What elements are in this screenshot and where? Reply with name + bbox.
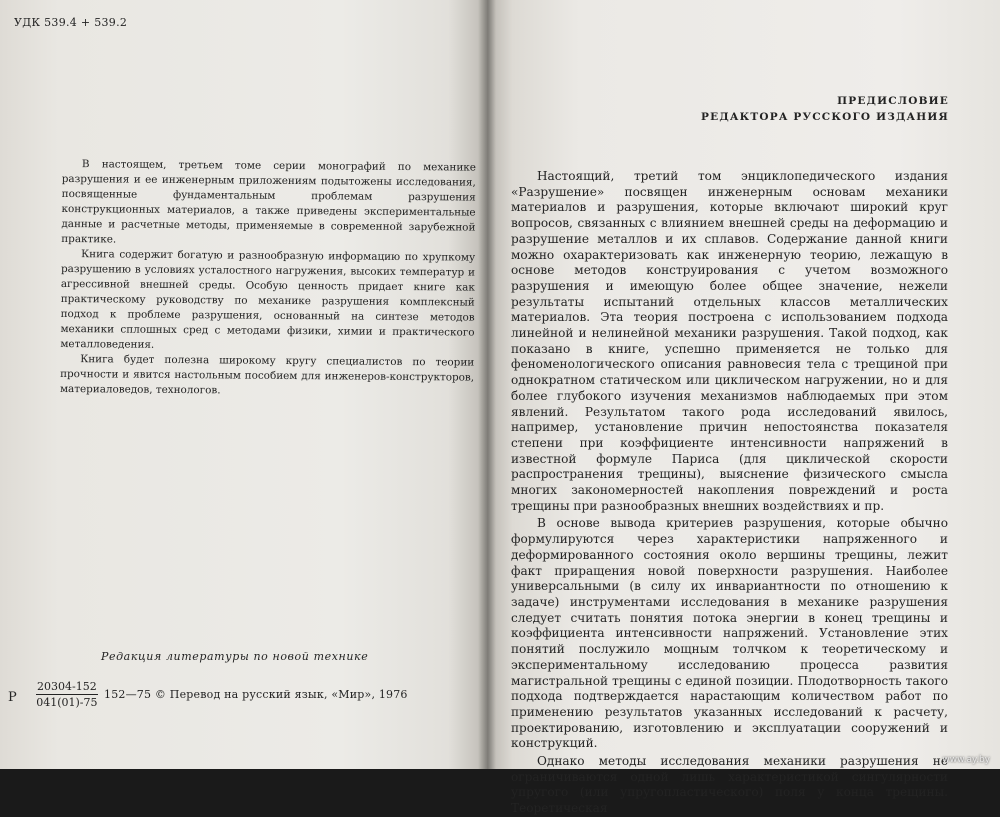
watermark: www.ay.by [942, 755, 990, 765]
udk-code: УДК 539.4 + 539.2 [14, 16, 128, 29]
imprint [8, 680, 478, 720]
imprint-numerator: 20304-152 [37, 680, 97, 693]
imprint-fraction [36, 680, 98, 709]
book-gutter-shadow [478, 0, 496, 769]
preface-heading-line2: РЕДАКТОРА РУССКОГО ИЗДАНИЯ [701, 111, 949, 123]
imprint-denominator: 041(01)-75 [36, 696, 98, 709]
imprint-letter: Р [8, 690, 17, 705]
preface-body [511, 169, 948, 817]
preface-paragraph: В основе вывода критериев разрушения, которые обычно формулируются через характеристики напряженного и деформированного состояния около вершины трещины, лежит факт приращения новой поверхности разрушения. Наиболее универсальными (в силу их инвариантности по отношению к задаче) инструментами исследования в механике разрушения следует считать понятия потока энергии в конец трещины и коэффициента интенсивности напряжений. Установление этих понятий послужило мощным толчком к теоретическому и экспериментальному исследованию процесса развития магистральной трещины с единой позиции. Плодотворность такого подхода подтверждается нарастающим количеством работ по применению результатов указанных исследований к расчету, проектированию, изготовлению и эксплуатации сооружений и конструкций. [511, 516, 948, 751]
annotation-paragraph: В настоящем, третьем томе серии монографий по механике разрушения и ее инженерным приложениям подытожены исследования, посвященные фундаментальным проблемам разрушения конструкционных материалов, а также приведены экспериментальные данные и расчетные методы, применяемые в современной зарубежной практике. [61, 158, 476, 246]
left-page [0, 0, 487, 769]
annotation [60, 157, 476, 401]
preface-paragraph: Настоящий, третий том энциклопедического издания «Разрушение» посвящен инженерным основам механики материалов и разрушения, которые включают широкий круг вопросов, связанных с влиянием внешней среды на деформацию и разрушение металлов и их сплавов. Содержание данной книги можно охарактеризовать как инженерную теорию, лежащую в основе методов конструирования с учетом возможного разрушения и имеющую более общее значение, нежели результаты испытаний отдельных классов металлических материалов. Эта теория построена с использованием подхода линейной и нелинейной механики разрушения. Такой подход, как показано в книге, успешно применяется не только для феноменологического описания равновесия тела с трещиной при однократном статическом или циклическом нагружении, но и для более глубокого изучения механизмов наблюдаемых при этом явлений. Результатом такого рода исследований явилось, например, установление причин непостоянства показателя степени при коэффициенте интенсивности напряжений в известной формуле Париса (для циклической скорости распространения трещины), выяснение физического смысла многих закономерностей накопления повреждений и роста трещины при разнообразных внешних воздействиях и пр. [511, 169, 948, 513]
preface-paragraph: Однако методы исследования механики разрушения не ограничиваются одной лишь характеристикой сингулярности упругого (или упругопластического) поля у конца трещины. Теоретическая [511, 754, 948, 816]
preface-heading [701, 93, 949, 125]
annotation-paragraph: Книга содержит богатую и разнообразную информацию по хрупкому разрушению в условиях усталостного нагружения, высоких температур и агрессивной внешней среды. Особую ценность придает книге как практическому руководству по механике разрушения комплексный подход к проблеме разрушения, основанный на синтезе методов механики сплошных сред с методами физики, химии и практического металловедения. [60, 248, 476, 351]
imprint-copyright: 152—75 © Перевод на русский язык, «Мир», 1976 [104, 688, 408, 701]
preface-heading-line1: ПРЕДИСЛОВИЕ [837, 95, 949, 107]
publisher-note: Редакция литературы по новой технике [101, 650, 369, 663]
annotation-paragraph: Книга будет полезна широкому кругу специалистов по теории прочности и явится настольным пособием для инженеров-конструкторов, материаловедов, технологов. [59, 353, 475, 397]
